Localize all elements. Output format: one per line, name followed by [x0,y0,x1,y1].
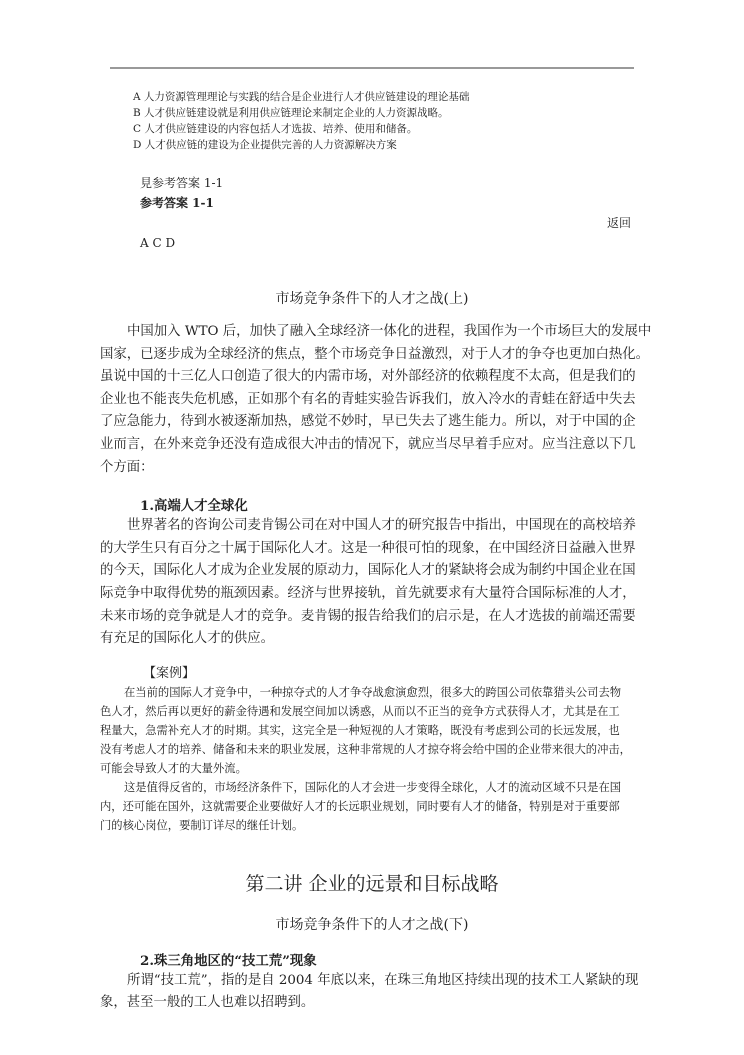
text-line: 业而言，在外来竞争还没有造成很大冲击的情况下，就应当尽早着手应对。应当注意以下几 [100,436,636,452]
section-title-2: 市场竞争条件下的人才之战(下) [275,916,469,933]
case-paragraph [100,683,660,835]
text-line: 了应急能力，待到水被逐渐加热，感觉不妙时，早已失去了逃生能力。所以，对于中国的企 [100,414,636,430]
text-line: 没有考虑人才的培养、储备和未来的职业发展，这种非常规的人才掠夺将会给中国的企业带来很大的冲击， [100,742,631,756]
option-a: A 人力资源管理理论与实践的结合是企业进行人才供应链建设的理论基础 [133,91,470,103]
text-line: 的大学生只有百分之十属于国际化人才。这是一种很可怕的现象，在中国经济日益融入世界 [100,540,636,556]
text-line: 门的核心岗位，要制订详尽的继任计划。 [100,818,304,832]
section-title-1: 市场竞争条件下的人才之战(上) [275,291,469,307]
answer-value: A C D [140,236,176,250]
text-line: 企业也不能丧失危机感，正如那个有名的青蛙实验告诉我们，放入冷水的青蛙在舒适中失去 [100,391,636,407]
answer-options [133,89,744,153]
heading-1: 1.高端人才全球化 [140,498,248,515]
heading2-paragraph [100,970,660,1055]
text-line: 际竞争中取得优势的瓶颈因素。经济与世界接轨，首先就要求有大量符合国际标准的人才， [100,585,636,601]
option-c: C 人才供应链建设的内容包括人才选拔、培养、使用和储备。 [133,123,418,135]
text-line: 虽说中国的十三亿人口创造了很大的内需市场，对外部经济的依赖程度不太高，但是我们的 [100,369,636,385]
text-line: 这是值得反省的，市场经济条件下，国际化的人才会进一步变得全球化，人才的流动区域不只是在国 [124,780,622,794]
text-line: 可能会导致人才的大量外流。 [100,761,247,775]
text-line: 国家，已逐步成为全球经济的焦点，整个市场竞争日益激烈，对于人才的争夺也更加白热化。 [100,346,650,362]
text-line: 在当前的国际人才竞争中，一种掠夺式的人才争夺战愈演愈烈，很多大的跨国公司依靠猎头公司去物 [124,685,622,699]
text-line: 所谓“技工荒”，指的是自 2004 年底以来，在珠三角地区持续出现的技术工人紧缺的现 [127,972,639,988]
text-line: 色人才，然后再以更好的薪金待遇和发展空间加以诱惑，从而以不正当的竞争方式获得人才，尤其是在工 [100,704,620,718]
option-b: B 人才供应链建设就是利用供应链理论来制定企业的人力资源战略。 [133,107,449,119]
option-d: D 人才供应链的建设为企业提供完善的人力资源解决方案 [133,139,397,151]
heading1-paragraph [100,515,660,651]
heading-2: 2.珠三角地区的“技工荒”现象 [140,952,317,969]
text-line: 象，甚至一般的工人也难以招聘到。 [100,995,315,1011]
see-answer-link[interactable]: 見参考答案 1-1 [140,176,224,190]
text-line: 有充足的国际化人才的供应。 [100,631,275,647]
text-line: 世界著名的咨询公司麦肯锡公司在对中国人才的研究报告中指出，中国现在的高校培养 [127,518,636,534]
text-line: 未来市场的竞争就是人才的竞争。麦肯锡的报告给我们的启示是，在人才选拔的前端还需要 [100,608,636,624]
back-link[interactable]: 返回 [607,216,632,230]
text-line: 中国加入 WTO 后，加快了融入全球经济一体化的进程，我国作为一个市场巨大的发展中 [127,324,652,339]
text-line: 程量大，急需补充人才的时期。其实，这完全是一种短视的人才策略，既没有考虑到公司的长远发展，也 [100,723,620,737]
top-divider [110,67,634,69]
answer-heading: 参考答案 1-1 [140,196,214,210]
case-label: 【案例】 [143,665,196,681]
text-line: 内，还可能在国外，这就需要企业要做好人才的长远职业规划，同时要有人才的储备，特别是对于重要部 [100,799,620,813]
text-line: 的今天，国际化人才成为企业发展的原动力，国际化人才的紧缺将会成为制约中国企业在国 [100,563,636,579]
lecture-title: 第二讲 企业的远景和目标战略 [245,872,499,895]
intro-paragraph [100,321,660,479]
text-line: 个方面： [100,459,154,475]
